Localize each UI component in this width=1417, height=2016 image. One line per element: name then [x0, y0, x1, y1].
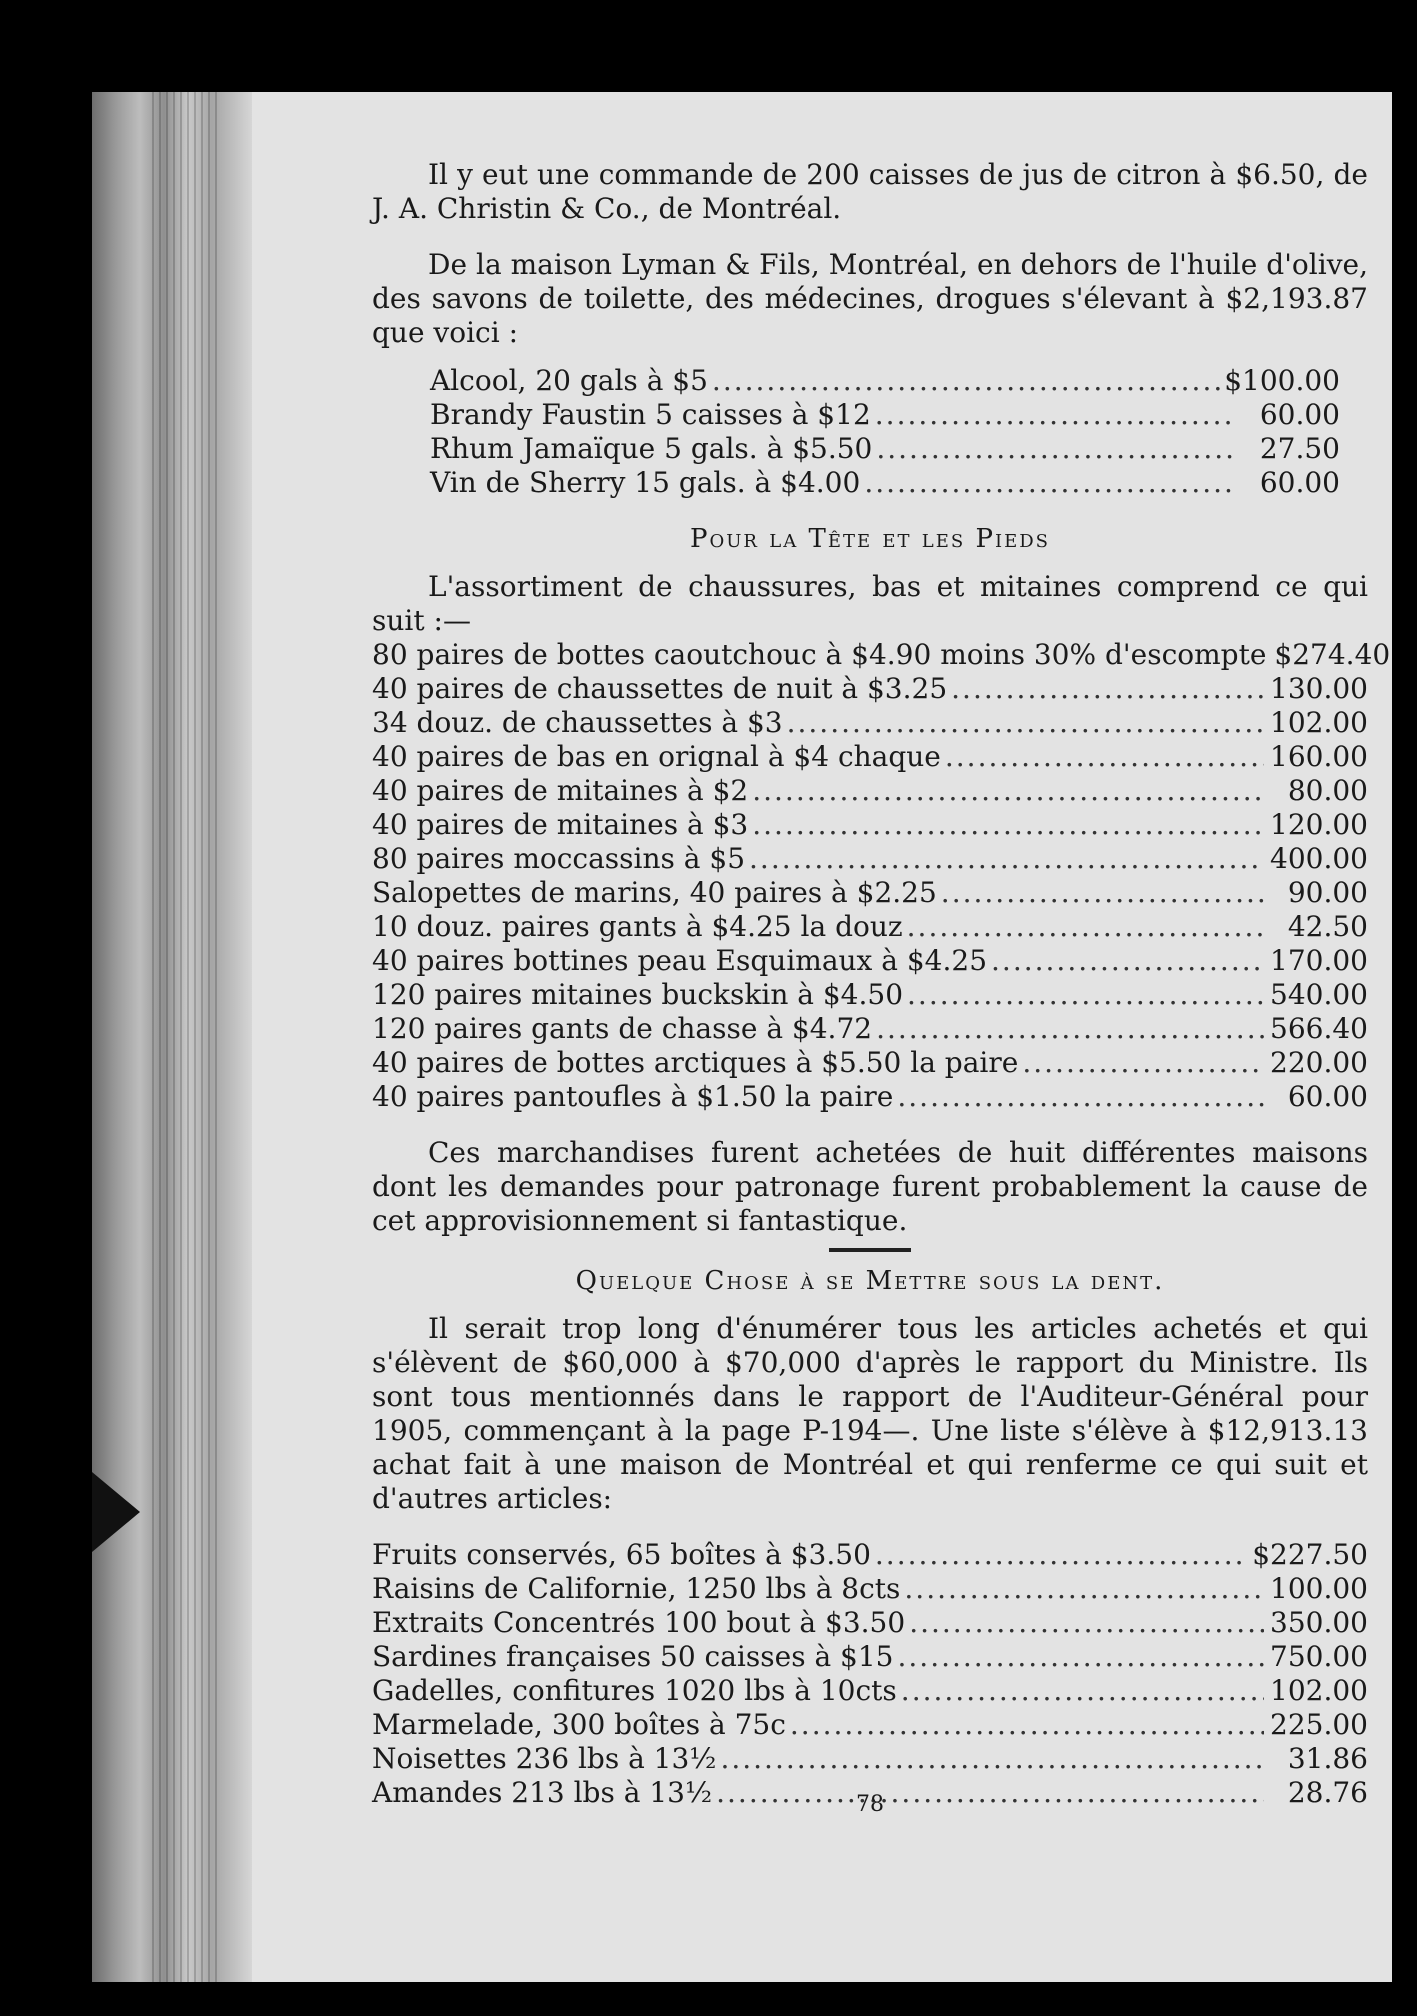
- list-item: Marmelade, 300 boîtes à 75c ..... 225.00: [372, 1708, 1368, 1742]
- section-heading-tete-pieds: Pour la Tête et les Pieds: [690, 524, 1050, 554]
- binding-texture: [152, 92, 222, 1982]
- page-edge-marker: [92, 1472, 140, 1552]
- liquor-list: [372, 364, 1368, 500]
- clothing-list: [372, 638, 1391, 1114]
- book-binding-edge: [92, 92, 252, 1982]
- list-item: 80 paires moccassins à $5 ..... 400.00: [372, 842, 1368, 876]
- list-item: Amandes 213 lbs à 13½ ..... 28.76: [372, 1776, 1368, 1810]
- list-item: 120 paires mitaines buckskin à $4.50 ..... 540.00: [372, 978, 1368, 1012]
- list-item: 80 paires de bottes caoutchouc à $4.90 moins 30% d'escompte $274.40: [372, 638, 1391, 671]
- list-item: Rhum Jamaïque 5 gals. à $5.50 ..... 27.50: [430, 432, 1340, 466]
- list-item: Brandy Faustin 5 caisses à $12 ..... 60.00: [430, 398, 1340, 432]
- list-item: 34 douz. de chaussettes à $3 ..... 102.00: [372, 706, 1368, 740]
- list-item: Salopettes de marins, 40 paires à $2.25 ..... 90.00: [372, 876, 1368, 910]
- list-item: Sardines françaises 50 caisses à $15 ..... 750.00: [372, 1640, 1368, 1674]
- paragraph-purchases-note: Ces marchandises furent achetées de huit différentes maisons dont les demandes pour patronage furent probablement la cause de cet approvisionnement si fantastique.: [372, 1136, 1368, 1237]
- paragraph-lyman-order: De la maison Lyman & Fils, Montréal, en dehors de l'huile d'olive, des savons de toilette, des médecines, drogues s'élevant à $2,193.87 que voici :: [372, 248, 1368, 349]
- paragraph-assortment: L'assortiment de chaussures, bas et mitaines comprend ce qui suit :—: [372, 570, 1368, 637]
- list-item: Gadelles, confitures 1020 lbs à 10cts ..... 102.00: [372, 1674, 1368, 1708]
- list-item: 40 paires de chaussettes de nuit à $3.25 ..... 130.00: [372, 672, 1368, 706]
- page-content: [372, 158, 1391, 1810]
- list-item: 40 paires de bas en orignal à $4 chaque ..... 160.00: [372, 740, 1368, 774]
- list-item: Noisettes 236 lbs à 13½ ..... 31.86: [372, 1742, 1368, 1776]
- paragraph-citron-order: Il y eut une commande de 200 caisses de jus de citron à $6.50, de J. A. Christin & Co., de Montréal.: [372, 158, 1368, 225]
- list-item: 40 paires de mitaines à $3 ..... 120.00: [372, 808, 1368, 842]
- list-item: Vin de Sherry 15 gals. à $4.00 ..... 60.00: [430, 466, 1340, 500]
- page-number: 78: [856, 1792, 884, 1817]
- section-divider: [829, 1248, 911, 1252]
- list-item: 40 paires pantoufles à $1.50 la paire ..... 60.00: [372, 1080, 1368, 1114]
- list-item: 10 douz. paires gants à $4.25 la douz ..... 42.50: [372, 910, 1368, 944]
- section-heading-quelque-chose: Quelque Chose à se Mettre sous la dent.: [575, 1266, 1165, 1296]
- list-item: 40 paires bottines peau Esquimaux à $4.25 ..... 170.00: [372, 944, 1368, 978]
- list-item: Extraits Concentrés 100 bout à $3.50 ..... 350.00: [372, 1606, 1368, 1640]
- list-item: Fruits conservés, 65 boîtes à $3.50 ..... $227.50: [372, 1538, 1368, 1572]
- list-item: 40 paires de mitaines à $2 ..... 80.00: [372, 774, 1368, 808]
- list-item: Raisins de Californie, 1250 lbs à 8cts ..... 100.00: [372, 1572, 1368, 1606]
- list-item: 120 paires gants de chasse à $4.72 ..... 566.40: [372, 1012, 1368, 1046]
- list-item: Alcool, 20 gals à $5 ..... $100.00: [430, 364, 1340, 398]
- food-list: [372, 1538, 1368, 1810]
- paragraph-articles-list: Il serait trop long d'énumérer tous les articles achetés et qui s'élèvent de $60,000 à $70,000 d'après le rapport du Ministre. Ils sont tous mentionnés dans le rapport de l'Auditeur-Général pour 1905, commençant à la page P-194—. Une liste s'élève à $12,913.13 achat fait à une maison de Montréal et qui renferme ce qui suit et d'autres articles:: [372, 1312, 1368, 1515]
- list-item: 40 paires de bottes arctiques à $5.50 la paire ..... 220.00: [372, 1046, 1368, 1080]
